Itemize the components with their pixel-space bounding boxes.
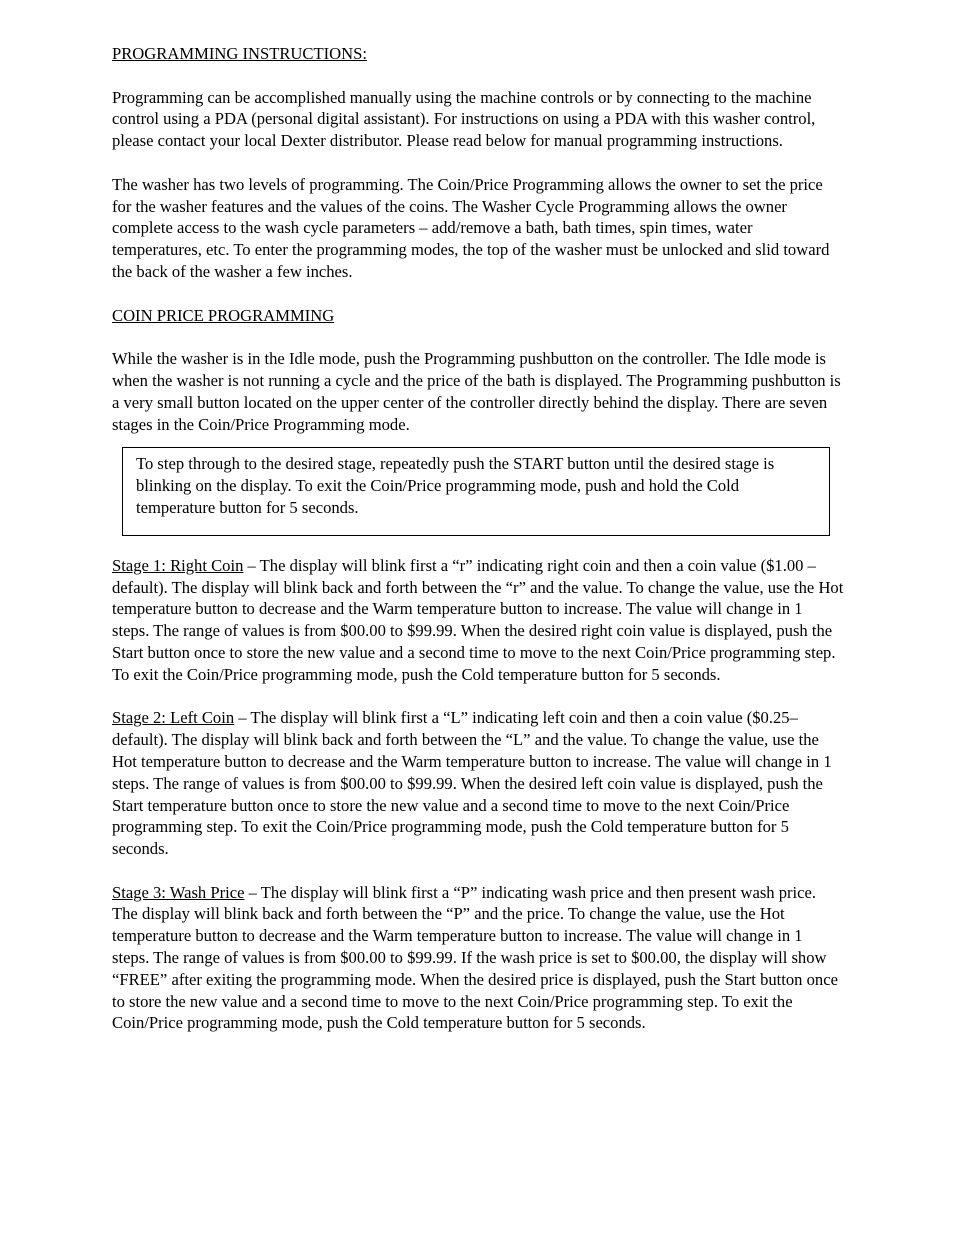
note-box (122, 447, 830, 535)
paragraph-idle-mode: While the washer is in the Idle mode, push the Programming pushbutton on the controller. The Idle mode is when the washer is not running a cycle and the price of the bath is displayed. The Programming pushbutton is a very small button located on the upper center of the controller directly behind the display. There are seven stages in the Coin/Price Programming mode. (112, 349, 841, 434)
stage-3-title: Stage 3: Wash Price (112, 882, 245, 902)
stage-1-title: Stage 1: Right Coin (112, 555, 244, 575)
paragraph-stage-1 (112, 555, 844, 686)
paragraph-programming-levels: The washer has two levels of programming. The Coin/Price Programming allows the owner to set the price for the washer features and the values of the coins. The Washer Cycle Programming allows the owner complete access to the wash cycle parameters – add/remove a bath, bath times, spin times, water temperatures, etc. To enter the programming modes, the top of the washer must be unlocked and slid toward the back of the washer a few inches. (112, 174, 830, 281)
stage-1-exit: To exit the Coin/Price programming mode, push the Cold temperature button for 5 seconds. (112, 664, 721, 684)
stage-3-text: – The display will blink first a “P” indicating wash price and then present wash price. The display will blink back and forth between the “P” and the price. To change the value, use the Hot temperature button to decrease and the Warm temperature button to increase. The value will change in 1 steps. The range of values is from $00.00 to $99.99. If the wash price is set to $00.00, the display will show “FREE” after exiting the programming mode. When the desired price is displayed, push the Start button once to store the new value and a second time to move to the next Coin/Price programming step. To exit the Coin/Price programming mode, push the Cold temperature button for 5 seconds. (112, 882, 838, 1033)
document-body (112, 43, 844, 1056)
note-box-text: To step through to the desired stage, repeatedly push the START button until the desired stage is blinking on the display. To exit the Coin/Price programming mode, push and hold the Cold temperature button for 5 seconds. (136, 454, 775, 517)
stage-2-title: Stage 2: Left Coin (112, 708, 235, 728)
heading-programming-instructions: PROGRAMMING INSTRUCTIONS: (112, 44, 367, 63)
paragraph-stage-2 (112, 707, 844, 860)
paragraph-intro: Programming can be accomplished manually using the machine controls or by connecting to the machine control using a PDA (personal digital assistant). For instructions on using a PDA with this washer control, please contact your local Dexter distributor. Please read below for manual programming instructions. (112, 87, 816, 151)
stage-2-text: – The display will blink first a “L” indicating left coin and then a coin value ($0.25– default). The display will blink back and forth between the “L” and the value. To change the value, use the Hot temperature button to decrease and the Warm temperature button to increase. The value will change in 1 steps. The range of values is from $00.00 to $99.99. When the desired left coin value is displayed, push the Start temperature button once to store the new value and a second time to move to the next Coin/Price programming step. To exit the Coin/Price programming mode, push the Cold temperature button for 5 seconds. (112, 708, 832, 859)
stage-1-text: – The display will blink first a “r” indicating right coin and then a coin value ($1.00 – default). The display will blink back and forth between the “r” and the value. To change the value, use the Hot temperature button to decrease and the Warm temperature button to increase. The value will change in 1 steps. The range of values is from $00.00 to $99.99. When the desired right coin value is displayed, push the Start button once to store the new value and a second time to move to the next Coin/Price programming step. (112, 555, 844, 662)
heading-coin-price-programming: COIN PRICE PROGRAMMING (112, 305, 335, 325)
paragraph-stage-3 (112, 882, 844, 1035)
